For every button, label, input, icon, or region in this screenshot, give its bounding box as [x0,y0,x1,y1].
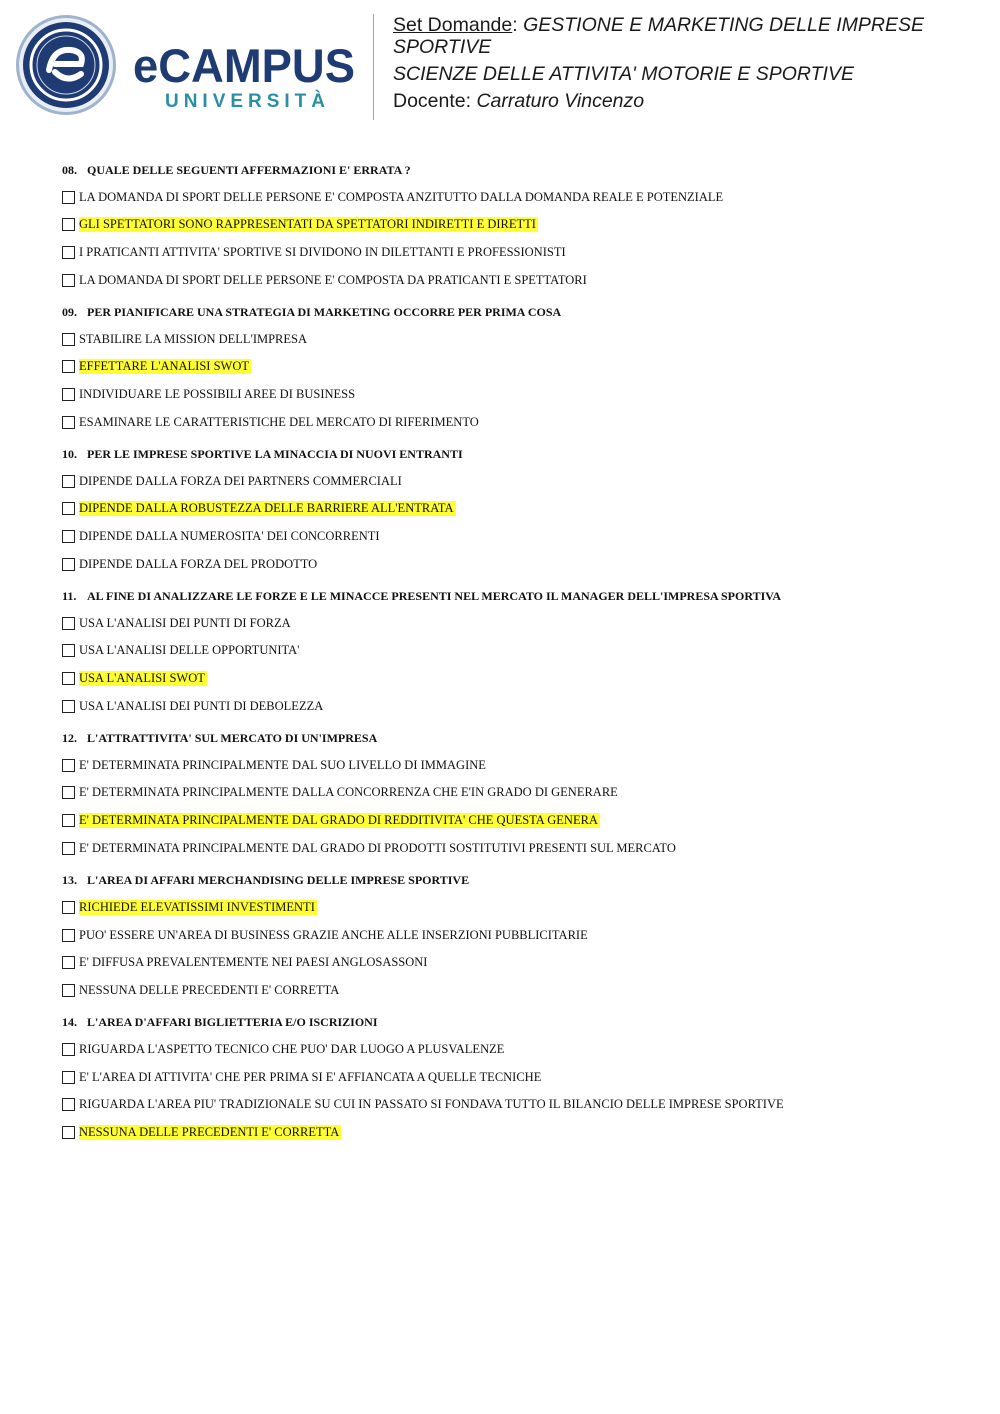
answer-text: I PRATICANTI ATTIVITA' SPORTIVE SI DIVIDONO IN DILETTANTI E PROFESSIONISTI [79,244,566,259]
question-title [62,1015,962,1029]
checkbox-icon[interactable] [62,388,75,401]
answer-text: DIPENDE DALLA FORZA DEL PRODOTTO [79,556,318,571]
question-number: 08. [62,163,77,177]
checkbox-icon[interactable] [62,416,75,429]
answer-option[interactable] [62,982,962,998]
checkbox-icon[interactable] [62,558,75,571]
answer-option[interactable] [62,414,962,430]
checkbox-icon[interactable] [62,700,75,713]
question-title [62,447,962,461]
answer-option[interactable] [62,643,962,659]
answer-text: DIPENDE DALLA FORZA DEI PARTNERS COMMERCIALI [79,473,402,488]
question-block [62,305,962,430]
question-number: 12. [62,731,77,746]
question-text: L'ATTRATTIVITA' SUL MERCATO DI UN'IMPRESA [87,731,378,746]
checkbox-icon[interactable] [62,530,75,543]
answer-text-highlighted: EFFETTARE L'ANALISI SWOT [79,359,249,374]
question-number: 09. [62,305,77,320]
question-text: QUALE DELLE SEGUENTI AFFERMAZIONI E' ERRATA ? [87,163,411,177]
answer-text: E' DETERMINATA PRINCIPALMENTE DAL GRADO DI PRODOTTI SOSTITUTIVI PRESENTI SUL MERCATO [79,840,676,855]
answer-option[interactable] [62,927,962,943]
answer-text: DIPENDE DALLA NUMEROSITA' DEI CONCORRENTI [79,529,380,543]
question-block [62,1015,962,1140]
checkbox-icon[interactable] [62,246,75,259]
question-text: L'AREA D'AFFARI BIGLIETTERIA E/O ISCRIZIONI [87,1015,378,1030]
answer-text: INDIVIDUARE LE POSSIBILI AREE DI BUSINESS [79,386,356,401]
answer-option[interactable] [62,698,962,714]
answer-option[interactable] [62,1069,962,1085]
answer-text-highlighted: GLI SPETTATORI SONO RAPPRESENTATI DA SPETTATORI INDIRETTI E DIRETTI [79,217,536,232]
checkbox-icon[interactable] [62,475,75,488]
answer-text: RIGUARDA L'ASPETTO TECNICO CHE PUO' DAR LUOGO A PLUSVALENZE [79,1041,505,1056]
question-number: 14. [62,1015,77,1030]
checkbox-icon[interactable] [62,814,75,827]
checkbox-icon[interactable] [62,759,75,772]
checkbox-icon[interactable] [62,901,75,914]
answer-text: STABILIRE LA MISSION DELL'IMPRESA [79,331,307,346]
checkbox-icon[interactable] [62,984,75,997]
set-sep: : [512,14,524,36]
answer-option[interactable] [62,473,962,489]
answer-option[interactable] [62,840,962,856]
question-title [62,305,962,319]
answer-text: RIGUARDA L'AREA PIU' TRADIZIONALE SU CUI IN PASSATO SI FONDAVA TUTTO IL BILANCIO DELLE IMPRESE SPORTIVE [79,1097,784,1112]
checkbox-icon[interactable] [62,274,75,287]
header-divider [373,14,374,120]
header-info [393,14,983,112]
ecampus-logo-wordmark [133,40,358,115]
degree-name: SCIENZE DELLE ATTIVITA' MOTORIE E SPORTIVE [393,63,854,85]
checkbox-icon[interactable] [62,644,75,657]
answer-text-highlighted: USA L'ANALISI SWOT [79,671,205,686]
answer-text-highlighted: RICHIEDE ELEVATISSIMI INVESTIMENTI [79,899,315,914]
answer-option[interactable] [62,529,962,545]
set-label: Set Domande [393,14,513,36]
answer-text: USA L'ANALISI DEI PUNTI DI FORZA [79,615,291,630]
question-title [62,163,962,177]
checkbox-icon[interactable] [62,1071,75,1084]
answer-text: PUO' ESSERE UN'AREA DI BUSINESS GRAZIE ANCHE ALLE INSERZIONI PUBBLICITARIE [79,927,588,942]
teacher-name: Carraturo Vincenzo [476,90,645,112]
question-list [62,163,962,1157]
answer-option[interactable] [62,272,962,288]
answer-option[interactable] [62,671,962,687]
checkbox-icon[interactable] [62,218,75,231]
answer-text: LA DOMANDA DI SPORT DELLE PERSONE E' COMPOSTA ANZITUTTO DALLA DOMANDA REALE E POTENZIALE [79,189,724,204]
checkbox-icon[interactable] [62,617,75,630]
answer-option[interactable] [62,1097,962,1113]
answer-option[interactable] [62,359,962,375]
answer-text: E' DETERMINATA PRINCIPALMENTE DALLA CONCORRENZA CHE E'IN GRADO DI GENERARE [79,785,618,800]
question-block [62,447,962,572]
answer-option[interactable] [62,556,962,572]
answer-option[interactable] [62,189,962,205]
question-text: L'AREA DI AFFARI MERCHANDISING DELLE IMPRESE SPORTIVE [87,873,470,888]
answer-option[interactable] [62,1124,962,1140]
answer-text-highlighted: DIPENDE DALLA ROBUSTEZZA DELLE BARRIERE ALL'ENTRATA [79,501,454,516]
answer-option[interactable] [62,785,962,801]
question-text: AL FINE DI ANALIZZARE LE FORZE E LE MINACCE PRESENTI NEL MERCATO IL MANAGER DELL'IMPRESA SPORTIVA [87,589,782,604]
answer-text: E' DIFFUSA PREVALENTEMENTE NEI PAESI ANGLOSASSONI [79,955,428,970]
answer-text: E' DETERMINATA PRINCIPALMENTE DAL SUO LIVELLO DI IMMAGINE [79,757,486,772]
teacher-label: Docente: [393,90,477,112]
page-header [0,0,1000,140]
answer-text: USA L'ANALISI DEI PUNTI DI DEBOLEZZA [79,698,324,713]
answer-option[interactable] [62,331,962,347]
answer-text: NESSUNA DELLE PRECEDENTI E' CORRETTA [79,982,340,997]
question-block [62,589,962,714]
answer-text-highlighted: NESSUNA DELLE PRECEDENTI E' CORRETTA [79,1124,340,1139]
answer-text: ESAMINARE LE CARATTERISTICHE DEL MERCATO DI RIFERIMENTO [79,414,479,429]
question-title [62,731,962,745]
checkbox-icon[interactable] [62,502,75,515]
checkbox-icon[interactable] [62,842,75,855]
answer-option[interactable] [62,955,962,971]
logo-text: eCAMPUS [133,40,355,92]
question-text: PER PIANIFICARE UNA STRATEGIA DI MARKETING OCCORRE PER PRIMA COSA [87,305,562,320]
question-block [62,873,962,998]
checkbox-icon[interactable] [62,333,75,346]
question-block [62,731,962,856]
question-title [62,589,962,603]
question-title [62,873,962,887]
answer-option[interactable] [62,757,962,773]
course-title: GESTIONE E MARKETING DELLE IMPRESE SPORTIVE [393,14,925,58]
question-text: PER LE IMPRESE SPORTIVE LA MINACCIA DI NUOVI ENTRANTI [87,447,463,462]
logo-sub: UNIVERSITÀ [165,91,325,112]
teacher-line [393,90,983,112]
checkbox-icon[interactable] [62,786,75,799]
checkbox-icon[interactable] [62,191,75,204]
question-number: 13. [62,873,77,888]
checkbox-icon[interactable] [62,672,75,685]
checkbox-icon[interactable] [62,929,75,942]
question-number: 10. [62,447,77,462]
answer-text: LA DOMANDA DI SPORT DELLE PERSONE E' COMPOSTA DA PRATICANTI E SPETTATORI [79,272,587,287]
answer-option[interactable] [62,615,962,631]
checkbox-icon[interactable] [62,1126,75,1139]
answer-option[interactable] [62,386,962,402]
checkbox-icon[interactable] [62,956,75,969]
checkbox-icon[interactable] [62,360,75,373]
answer-option[interactable] [62,244,962,260]
answer-text-highlighted: E' DETERMINATA PRINCIPALMENTE DAL GRADO DI REDDITIVITA' CHE QUESTA GENERA [79,813,598,828]
question-block [62,163,962,288]
checkbox-icon[interactable] [62,1043,75,1056]
answer-option[interactable] [62,899,962,915]
answer-text: USA L'ANALISI DELLE OPPORTUNITA' [79,643,300,658]
answer-option[interactable] [62,501,962,517]
answer-option[interactable] [62,217,962,233]
answer-option[interactable] [62,1041,962,1057]
ecampus-seal-icon [15,14,117,116]
checkbox-icon[interactable] [62,1098,75,1111]
set-line [393,14,983,58]
answer-option[interactable] [62,813,962,829]
answer-text: E' L'AREA DI ATTIVITA' CHE PER PRIMA SI E' AFFIANCATA A QUELLE TECNICHE [79,1069,542,1084]
question-number: 11. [62,589,77,604]
